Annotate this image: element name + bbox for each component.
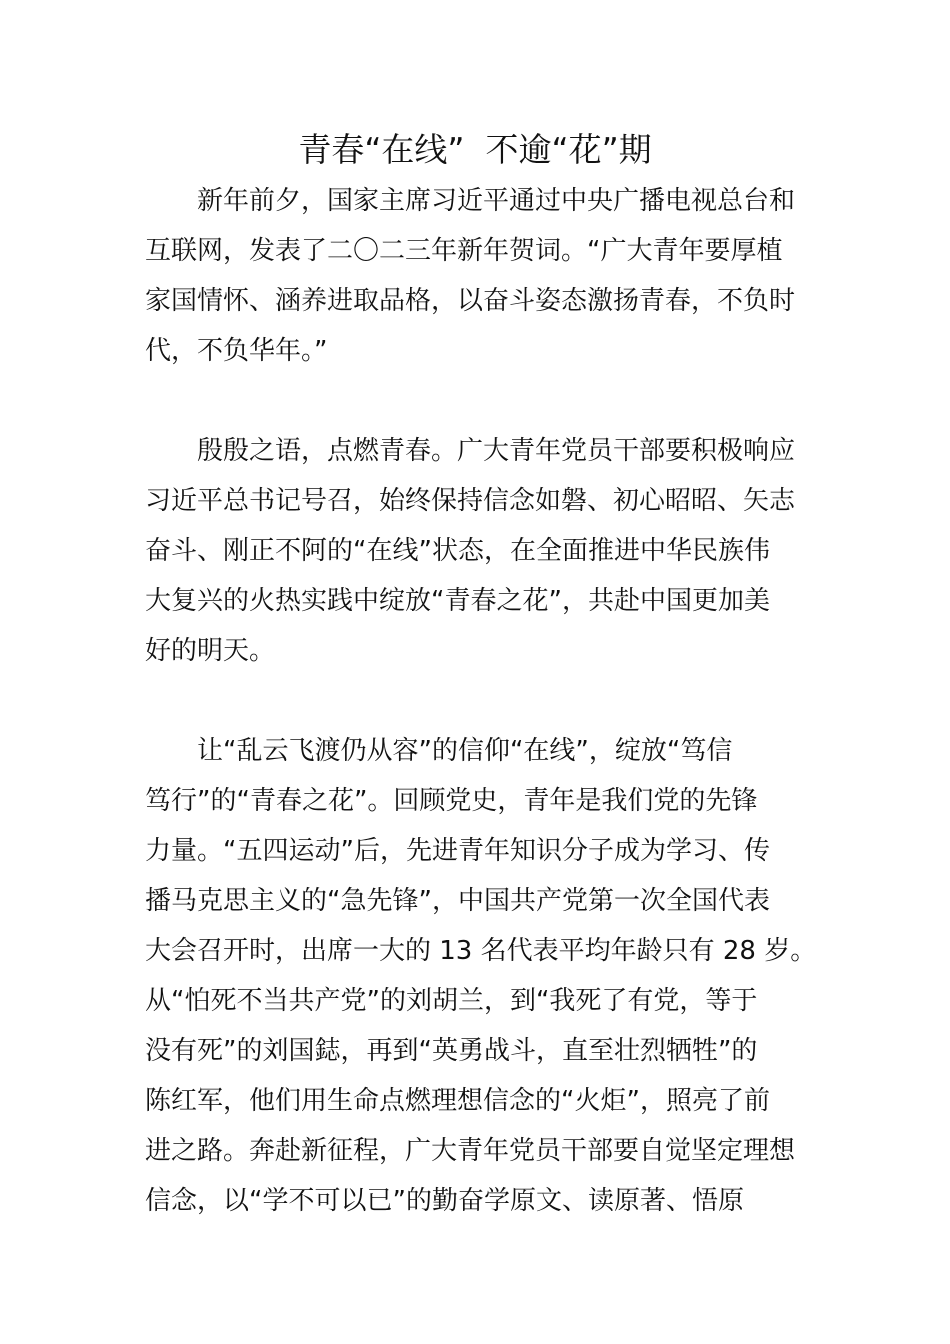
paragraph-line: 新年前夕，国家主席习近平通过中央广播电视总台和 bbox=[197, 186, 796, 216]
paragraph-line: 大复兴的火热实践中绽放“青春之花”，共赴中国更加美 bbox=[145, 586, 770, 616]
paragraph-gap bbox=[145, 376, 805, 426]
paragraph-line: 奋斗、刚正不阿的“在线”状态，在全面推进中华民族伟 bbox=[145, 536, 770, 566]
paragraph-line: 没有死”的刘国鋕，再到“英勇战斗，直至壮烈牺牲”的 bbox=[145, 1036, 758, 1066]
paragraph-line: 力量。“五四运动”后，先进青年知识分子成为学习、传 bbox=[145, 836, 770, 866]
paragraph-line: 习近平总书记号召，始终保持信念如磐、初心昭昭、矢志 bbox=[145, 486, 796, 516]
paragraph-line: 陈红军，他们用生命点燃理想信念的“火炬”，照亮了前 bbox=[145, 1086, 770, 1116]
paragraph-line: 让“乱云飞渡仍从容”的信仰“在线”，绽放“笃信 bbox=[197, 736, 733, 766]
paragraph-1 bbox=[145, 176, 805, 376]
document-body bbox=[145, 176, 817, 1226]
paragraph-line: 从“怕死不当共产党”的刘胡兰，到“我死了有党，等于 bbox=[145, 986, 758, 1016]
paragraph-line: 大会召开时，出席一大的 13 名代表平均年龄只有 28 岁。 bbox=[145, 936, 817, 966]
paragraph-line: 播马克思主义的“急先锋”，中国共产党第一次全国代表 bbox=[145, 886, 770, 916]
paragraph-line: 互联网，发表了二〇二三年新年贺词。“广大青年要厚植 bbox=[145, 236, 783, 266]
paragraph-line: 家国情怀、涵养进取品格，以奋斗姿态激扬青春，不负时 bbox=[145, 286, 796, 316]
paragraph-line: 进之路。奔赴新征程，广大青年党员干部要自觉坚定理想 bbox=[145, 1136, 796, 1166]
paragraph-line: 信念，以“学不可以已”的勤奋学原文、读原著、悟原 bbox=[145, 1186, 744, 1216]
paragraph-line: 代，不负华年。” bbox=[145, 336, 328, 366]
paragraph-3 bbox=[145, 726, 817, 1226]
paragraph-line: 好的明天。 bbox=[145, 636, 276, 666]
document-title: 青春“在线” 不逾“花”期 bbox=[298, 130, 652, 169]
paragraph-gap bbox=[145, 676, 805, 726]
paragraph-line: 殷殷之语，点燃青春。广大青年党员干部要积极响应 bbox=[197, 436, 796, 466]
paragraph-2 bbox=[145, 426, 805, 676]
paragraph-line: 笃行”的“青春之花”。回顾党史，青年是我们党的先锋 bbox=[145, 786, 758, 816]
